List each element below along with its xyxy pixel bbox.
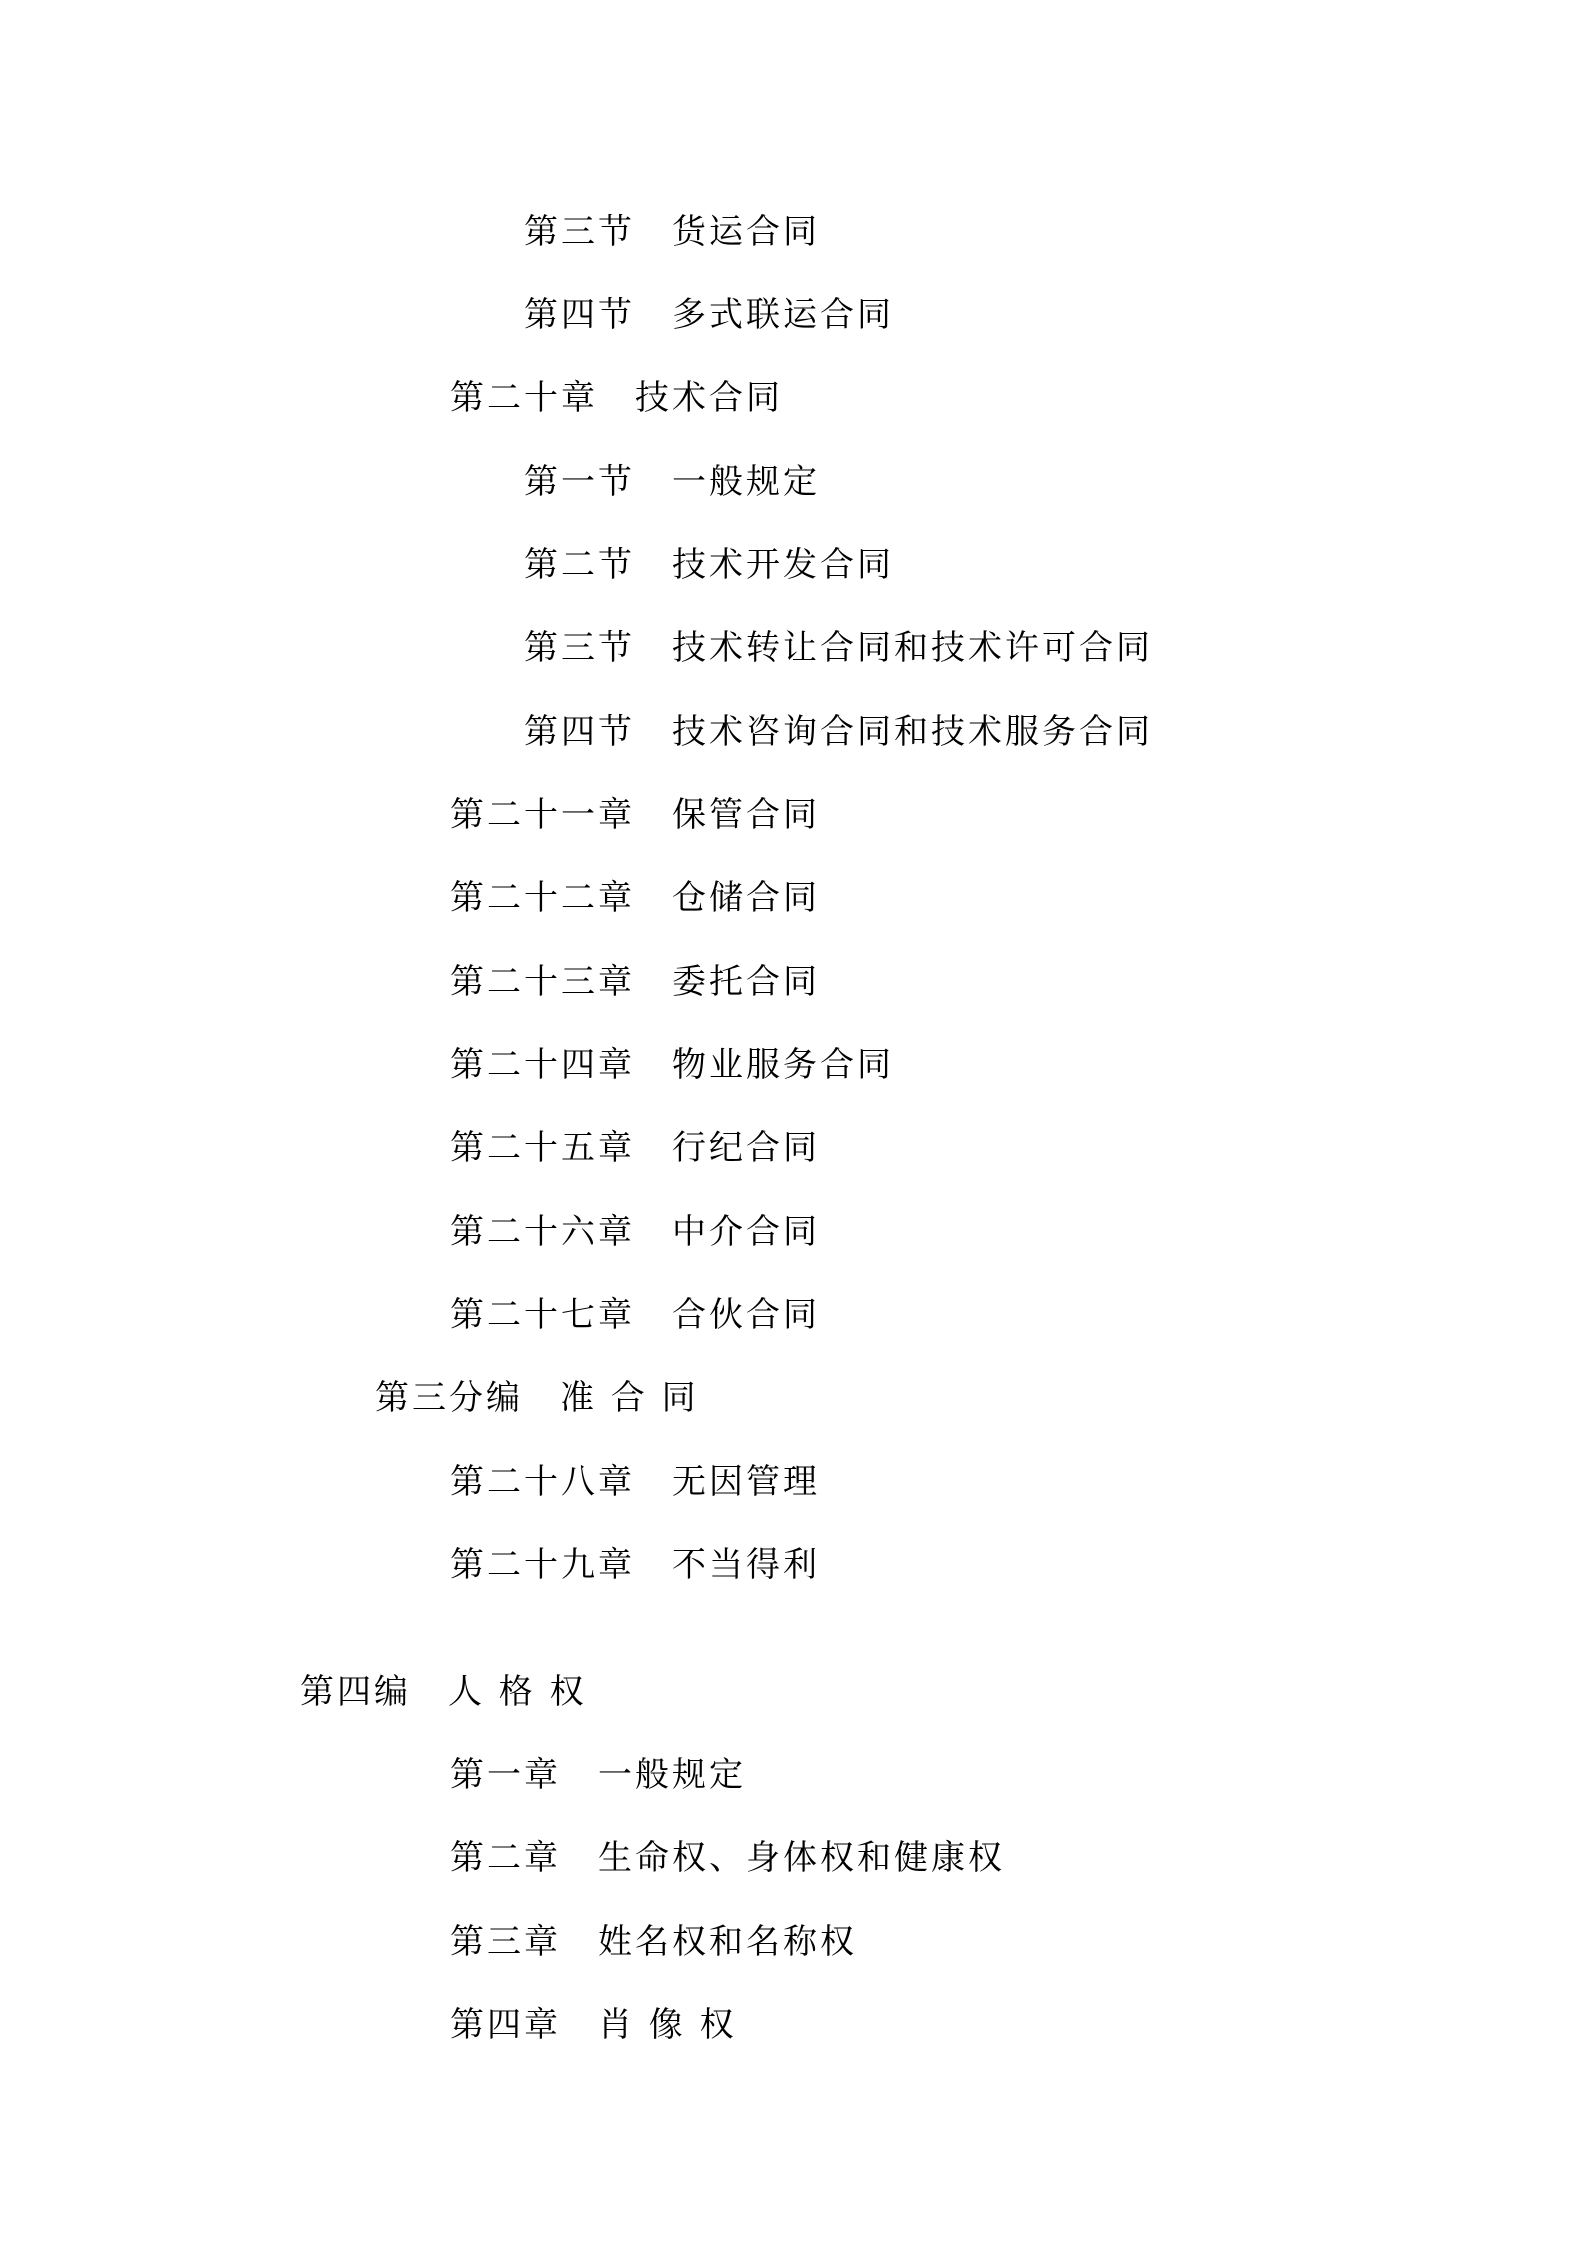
toc-label: 第二十三章 [450,962,635,1002]
toc-label: 第三章 [450,1922,561,1962]
toc-chapter-22 [450,878,820,918]
toc-label: 第二十六章 [450,1212,635,1252]
toc-title: 仓储合同 [672,878,820,918]
toc-section-3-transfer [524,628,1153,668]
toc-title: 合伙合同 [672,1295,820,1335]
toc-title: 技术咨询合同和技术服务合同 [672,712,1153,752]
toc-section-4-consulting [524,712,1153,752]
toc-chapter-21 [450,795,820,835]
toc-title: 人 格 权 [448,1672,587,1712]
toc-label: 第二十二章 [450,878,635,918]
toc-title: 一般规定 [672,462,820,502]
toc-label: 第一章 [450,1755,561,1795]
toc-chapter-4 [450,2005,737,2045]
toc-label: 第四编 [300,1672,411,1712]
toc-chapter-1 [450,1755,746,1795]
toc-title: 中介合同 [672,1212,820,1252]
toc-title: 技术转让合同和技术许可合同 [672,628,1153,668]
toc-chapter-3 [450,1922,857,1962]
toc-title: 委托合同 [672,962,820,1002]
toc-label: 第三分编 [375,1378,523,1418]
toc-title: 货运合同 [672,212,820,252]
toc-label: 第二十五章 [450,1128,635,1168]
toc-subpart-3 [375,1378,699,1418]
toc-label: 第四节 [524,295,635,335]
toc-chapter-20 [450,378,783,418]
toc-title: 技术开发合同 [672,545,894,585]
toc-title: 多式联运合同 [672,295,894,335]
toc-chapter-27 [450,1295,820,1335]
toc-label: 第二十四章 [450,1045,635,1085]
toc-title: 准 合 同 [560,1378,699,1418]
toc-chapter-26 [450,1212,820,1252]
toc-chapter-28 [450,1462,820,1502]
toc-section-4-multimodal [524,295,894,335]
toc-section-3-freight [524,212,820,252]
toc-title: 一般规定 [598,1755,746,1795]
toc-part-4 [300,1672,587,1712]
toc-label: 第四章 [450,2005,561,2045]
toc-chapter-2 [450,1838,1005,1878]
toc-title: 保管合同 [672,795,820,835]
toc-label: 第二章 [450,1838,561,1878]
toc-title: 物业服务合同 [672,1045,894,1085]
toc-title: 生命权、身体权和健康权 [598,1838,1005,1878]
toc-chapter-25 [450,1128,820,1168]
toc-label: 第二十七章 [450,1295,635,1335]
toc-chapter-23 [450,962,820,1002]
toc-label: 第二十一章 [450,795,635,835]
toc-title: 不当得利 [672,1545,820,1585]
toc-title: 无因管理 [672,1462,820,1502]
toc-title: 肖 像 权 [598,2005,737,2045]
toc-title: 技术合同 [635,378,783,418]
toc-label: 第三节 [524,628,635,668]
toc-label: 第二十八章 [450,1462,635,1502]
toc-label: 第一节 [524,462,635,502]
toc-label: 第四节 [524,712,635,752]
toc-label: 第三节 [524,212,635,252]
toc-label: 第二节 [524,545,635,585]
toc-chapter-29 [450,1545,820,1585]
toc-label: 第二十九章 [450,1545,635,1585]
toc-section-2-development [524,545,894,585]
toc-chapter-24 [450,1045,894,1085]
toc-label: 第二十章 [450,378,598,418]
toc-section-1-general [524,462,820,502]
toc-title: 行纪合同 [672,1128,820,1168]
toc-title: 姓名权和名称权 [598,1922,857,1962]
